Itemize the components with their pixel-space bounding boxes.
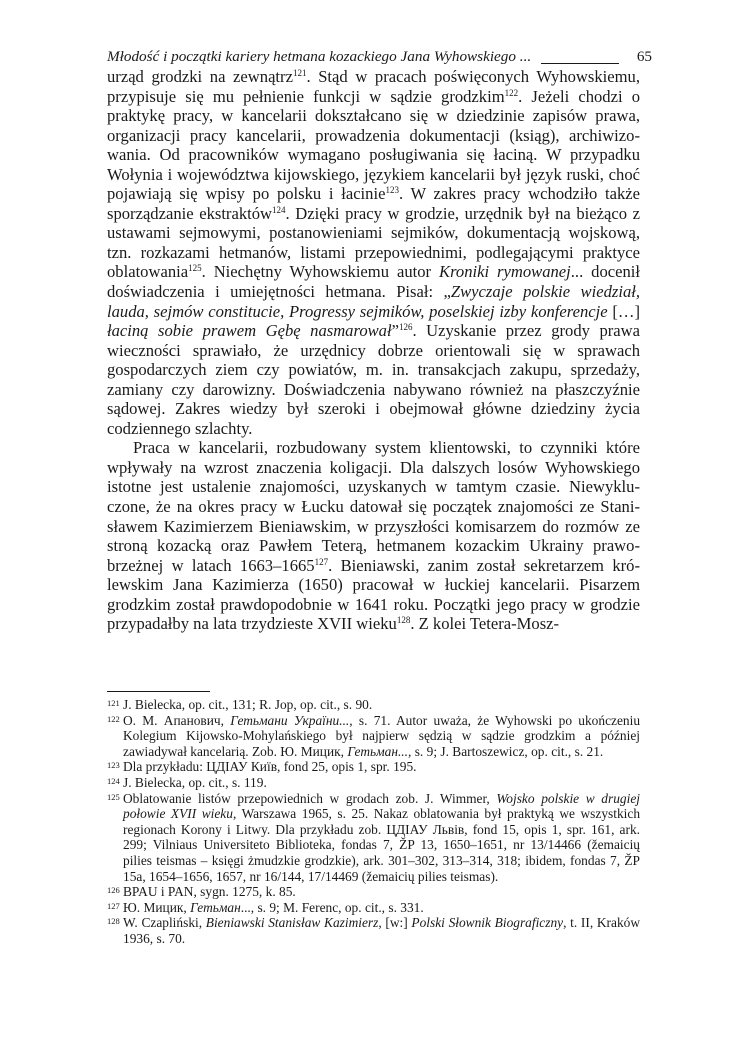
text-run: Praca w kancelarii, rozbudowany system klientowski, to czynniki które wpływały na wzrost znaczenia koligacji. Dla dalszych losów Wyhowskiego istotne jest ustalenie znajomości, uzyskanych w tamtym czasie. Niewykluczone, że na okres pracy w Łucku datował się początek znajomości ze Stanisławem Kazimierzem Bieniawskim, w przyszłości komisarzem do rozmów ze stroną kozacką oraz Pawłem Teterą, hetmanem kozackim Ukrainy prawobrzeżnej w latach 1663–1665 xyxy=(107,438,640,575)
footnote-127 xyxy=(107,900,640,916)
footnote-ref-123[interactable]: 123 xyxy=(385,185,399,196)
footnote-text: W. Czapliński, xyxy=(123,915,206,931)
footnote-text: , [w:] xyxy=(378,915,412,931)
footnote-ref-127[interactable]: 127 xyxy=(314,556,329,567)
footnote-italic: Bieniawski Stanisław Kazimierz xyxy=(205,915,379,931)
footnote-text: ..., s. 9; M. Ferenc, op. cit., s. 331. xyxy=(240,899,424,915)
italic-title: Kroniki rymowanej xyxy=(439,262,571,282)
text-run: . Z kolei Tetera-Mosz- xyxy=(410,614,560,634)
footnote-text: , s. 71. Autor uważa, że Wyhowski po ukończeniu Kolegium Kijowsko-Mohylańskiego był najpierw sędzią w sądzie grodzkim a później zawiadywał kancelarią. Zob. Ю. Мицик, xyxy=(123,712,641,759)
footnote-121 xyxy=(107,697,640,713)
footnote-ref-121[interactable]: 121 xyxy=(292,68,307,78)
footnote-text: J. Bielecka, op. cit., 131; R. Jop, op. cit., s. 90. xyxy=(123,697,373,712)
footnote-number: 124 xyxy=(107,775,120,786)
footnote-number: 128 xyxy=(107,916,120,927)
paragraph-1 xyxy=(107,67,640,438)
paragraph-2 xyxy=(107,438,640,633)
text-run: […] xyxy=(607,301,640,321)
footnote-text: Dla przykładu: ЦДІАУ Київ, fond 25, opis 1, spr. 195. xyxy=(123,759,417,775)
footnote-number: 126 xyxy=(107,885,120,896)
footnote-ref-126[interactable]: 126 xyxy=(398,322,413,333)
footnote-text: J. Bielecka, op. cit., s. 119. xyxy=(123,774,267,790)
footnote-123 xyxy=(107,759,640,775)
footnote-number: 122 xyxy=(107,713,120,724)
italic-quote: Zwyczaje polskie wiedział, lauda, sejmów constitucie, Progressy sejmików, poselskiej izby konferencje xyxy=(107,282,640,321)
footnote-separator xyxy=(107,691,210,692)
running-head xyxy=(107,47,652,67)
footnotes xyxy=(107,697,640,947)
footnote-ref-122[interactable]: 122 xyxy=(504,87,519,98)
footnote-italic: Гетьмани України... xyxy=(230,712,350,728)
footnote-text: Ю. Мицик, xyxy=(123,899,191,915)
footnote-number: 125 xyxy=(107,791,120,802)
footnote-italic: Гетьман xyxy=(190,899,241,915)
footnote-text: О. М. Апанович, xyxy=(123,712,231,728)
footnote-text: , s. 9; J. Bartoszewicz, op. cit., s. 21. xyxy=(408,743,604,759)
text-run: . Dzięki pracy w grodzie, urzędnik był na bieżąco z ustawami sejmowymi, postanowieniami sejmików, dokumentacją wojskową, tzn. rozkazami hetmanów, listami przepowiednimi, podlegającymi praktyce oblatowania xyxy=(107,203,640,282)
footnote-text: Oblatowanie listów przepowiednich w grodach zob. J. Wimmer, xyxy=(123,790,497,806)
text-run: . W zakres pracy wchodziło także sporządzanie ekstraktów xyxy=(107,184,640,223)
footnote-number: 121 xyxy=(107,698,120,708)
italic-quote: łaciną sobie prawem Gębę nasmarował xyxy=(107,321,392,341)
footnote-ref-124[interactable]: 124 xyxy=(272,204,286,215)
footnote-ref-125[interactable]: 125 xyxy=(188,263,202,274)
running-title: Młodość i początki kariery hetmana kozackiego Jana Wyhowskiego ... xyxy=(107,48,532,65)
text-run: . Uzyskanie przez grody prawa wieczności sprawiało, że urzędnicy dobrze orientowali się w sprawach gospodarczych ziem czy powiatów, m. in. transakcjach zakupu, sprzedaży, zamiany czy darowizny. Doświadczenia nabywano również na płaszczyźnie sądowej. Zakres wiedzy był szeroki i obejmował główne dziedziny życia codziennego szlachty. xyxy=(107,321,640,438)
footnote-ref-128[interactable]: 128 xyxy=(396,615,411,626)
footnote-text: , t. II, Kraków 1936, s. 70. xyxy=(123,915,641,946)
footnote-text: , Warszawa 1965, s. 25. Nakaz oblatowania był praktyką we wszystkich regionach Korony i Litwy. Dla przykładu zob. ЦДІАУ Львів, fond 15, opis 1, spr. 161, ark. 299; Vilniaus Universiteto Biblioteka, fondas 7, ŽP 13, 1650–1651, nr 13/14466 (žemaicių pilies teismas – księgi żmudzkie grodzkie), ark. 301–302, 313–314, 318; ibidem, fondas 7, ŽP 15a, 1654–1656, 1657, nr 16/144, 17/14469 (žemaicių pilies teismas). xyxy=(123,806,641,884)
header-rule xyxy=(541,63,619,64)
footnote-text: BPAU i PAN, sygn. 1275, k. 85. xyxy=(123,884,296,900)
footnote-number: 123 xyxy=(107,760,120,771)
footnote-125 xyxy=(107,791,640,885)
text-run: . Jeżeli chodzi o praktykę pracy, w kancelarii dokształcano się w dziedzinie zapisów prawa, organizacji pracy kancelarii, prowadzenia dokumentacji (ksiąg), archiwizowania. Od pracowników wymagano posługiwania się łaciną. W przypadku Wołynia i województwa kijowskiego, językiem kancelarii był język ruski, choć pojawiają się wpisy po polsku i łacinie xyxy=(107,86,641,204)
text-run: . Bieniawski, zanim został sekretarzem królewskim Jana Kazimierza (1650) pracował w łuckiej kancelarii. Pisarzem grodzkim został prawdopodobnie w 1641 roku. Początki jego pracy w grodzie przypadałby na lata trzydzieste XVII wieku xyxy=(107,555,640,634)
text-run: ” xyxy=(391,321,399,341)
footnote-number: 127 xyxy=(107,900,120,911)
body-text xyxy=(107,67,640,634)
text-run: ... docenił doświadczenia i umiejętności hetmana. Pisał: „ xyxy=(107,262,641,302)
text-run: . Niechętny Wyhowskiemu autor xyxy=(201,262,439,282)
text-run: . Stąd w pracach poświęconych Wyhowskiemu, przypisuje się mu pełnienie funkcji w sądzie grodzkim xyxy=(107,67,640,106)
footnote-126 xyxy=(107,884,640,900)
text-run: urząd grodzki na zewnątrz xyxy=(107,67,293,86)
page-number: 65 xyxy=(636,48,652,65)
footnote-italic: Polski Słownik Biograficzny xyxy=(411,915,564,931)
footnote-122 xyxy=(107,713,640,760)
footnote-124 xyxy=(107,775,640,791)
footnote-italic: Wojsko polskie w drugiej połowie XVII wieku xyxy=(123,790,640,822)
footnote-italic: Гетьман... xyxy=(347,743,409,759)
footnote-128 xyxy=(107,915,640,946)
